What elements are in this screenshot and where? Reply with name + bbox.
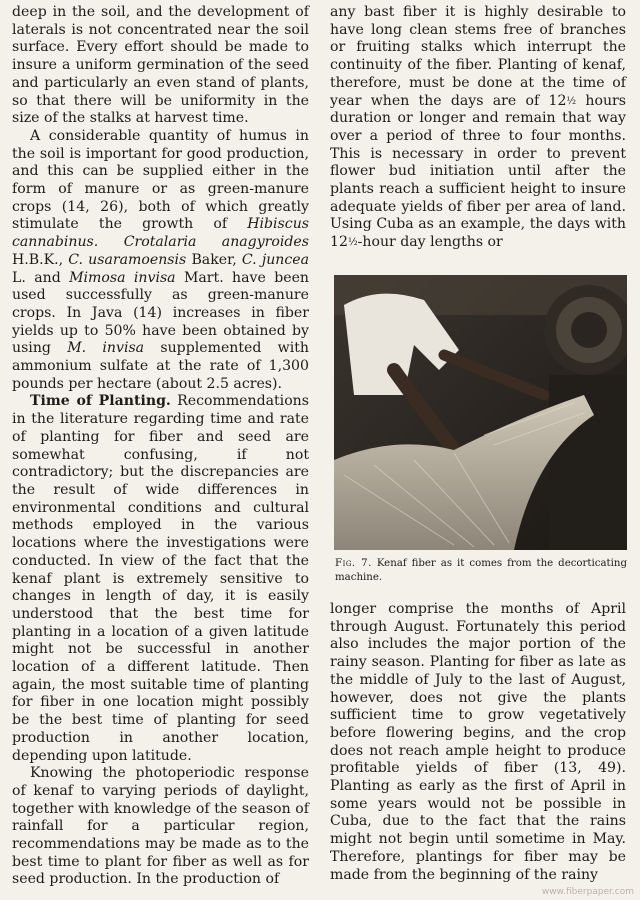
text-run: any bast fiber it is highly desirable to have long clean stems free of branches or fruiting stalks which interrupt the continuity of the fiber. Planting of kenaf, therefore, must be done at the time of year when the days are of 12 [330,4,626,109]
paragraph-time-of-planting [12,393,309,765]
paragraph-humus [12,128,309,394]
text-run: Recommendations in the literature regarding time and rate of planting for fiber and seed are somewhat confusing, if not contradictory; but the discrepancies are the result of wide differences in environmental conditions and cultural methods employed in the various locations where the investigations were conducted. In view of the fact that the kenaf plant is extremely sensitive to changes in length of day, it is easily understood that the best time for planting in a location of a given latitude might not be successful in another location of a different latitude. Then again, the most suitable time of planting for fiber in one location might possibly be the best time of planting for seed production in another location, depending upon latitude. [12,393,309,764]
species-name: Mimosa invisa [69,269,176,286]
paragraph-bast-fiber [330,4,626,252]
text-run: H.B.K., [12,251,69,268]
text-run [98,234,123,250]
text-run: L. and [12,269,70,286]
paragraph-rainy-season: longer comprise the months of April through August. Fortunately this period also includes the major portion of the rainy season. Planting for fiber as late as the middle of July to the last of August, however, does not give the plants sufficient time to grow vegetatively before flowering begins, and the crop does not reach ample height to produce profitable yields of fiber (13, 49). Planting as early as the first of April in some years would not be possible in Cuba, due to the fact that the rains might not begin until sometime in May. Therefore, plantings for fiber may be made from the beginning of the rainy [330,601,626,883]
figure-photo [334,275,627,550]
watermark: www.fiberpaper.com [541,887,634,897]
fraction: ½ [347,237,358,249]
text-run: Baker, [186,251,242,268]
left-column [12,4,309,889]
figure-label: Fig. 7. [335,558,372,569]
paragraph-soil: deep in the soil, and the development of laterals is not concentrated near the soil surface. Every effort should be made to insure a uniform germination of the seed and particularly an even stand of plants, so that there will be uniformity in the size of the stalks at harvest time. [12,4,309,127]
species-name: Hibiscus cannabinus. [12,216,309,251]
text-run: hours duration or longer and remain that way over a period of three to four months. This is necessary in order to prevent flower bud initiation until after the plants reach a sufficient height to insure adequate yields of fiber per area of land. Using Cuba as an example, the days with 12 [330,92,626,251]
text-run: -hour day lengths or [357,234,503,251]
figure-caption [335,557,627,585]
text-run: supplemented with ammonium sulfate at the rate of 1,300 pounds per hectare (about 2.5 acres). [12,340,309,392]
text-run: A considerable quantity of humus in the soil is important for good production, and this can be supplied either in the form of manure or as green-manure crops (14, 26), both of which greatly stimulate the growth of [12,127,309,233]
species-name: C. juncea [241,251,309,268]
species-name: Crotalaria anagyroides [123,234,309,251]
paragraph-photoperiodic: Knowing the photoperiodic response of kenaf to varying periods of daylight, together with knowledge of the season of rainfall for a particular region, recommendations may be made as to the best time to plant for fiber as well as for seed production. In the production of [12,765,309,888]
caption-text: Kenaf fiber as it comes from the decorticating machine. [335,558,627,583]
section-heading: Time of Planting. [30,393,171,410]
photo-kenaf-fiber [334,275,627,550]
right-column-bottom [330,601,626,884]
species-name: M. invisa [67,340,145,357]
right-column-top [330,4,626,252]
species-name: C. usaramoensis [68,251,187,268]
text-run: Mart. have been used successfully as green-manure crops. In Java (14) increases in fiber yields up to 50% have been obtained by using [12,269,309,357]
fraction: ½ [566,95,577,107]
